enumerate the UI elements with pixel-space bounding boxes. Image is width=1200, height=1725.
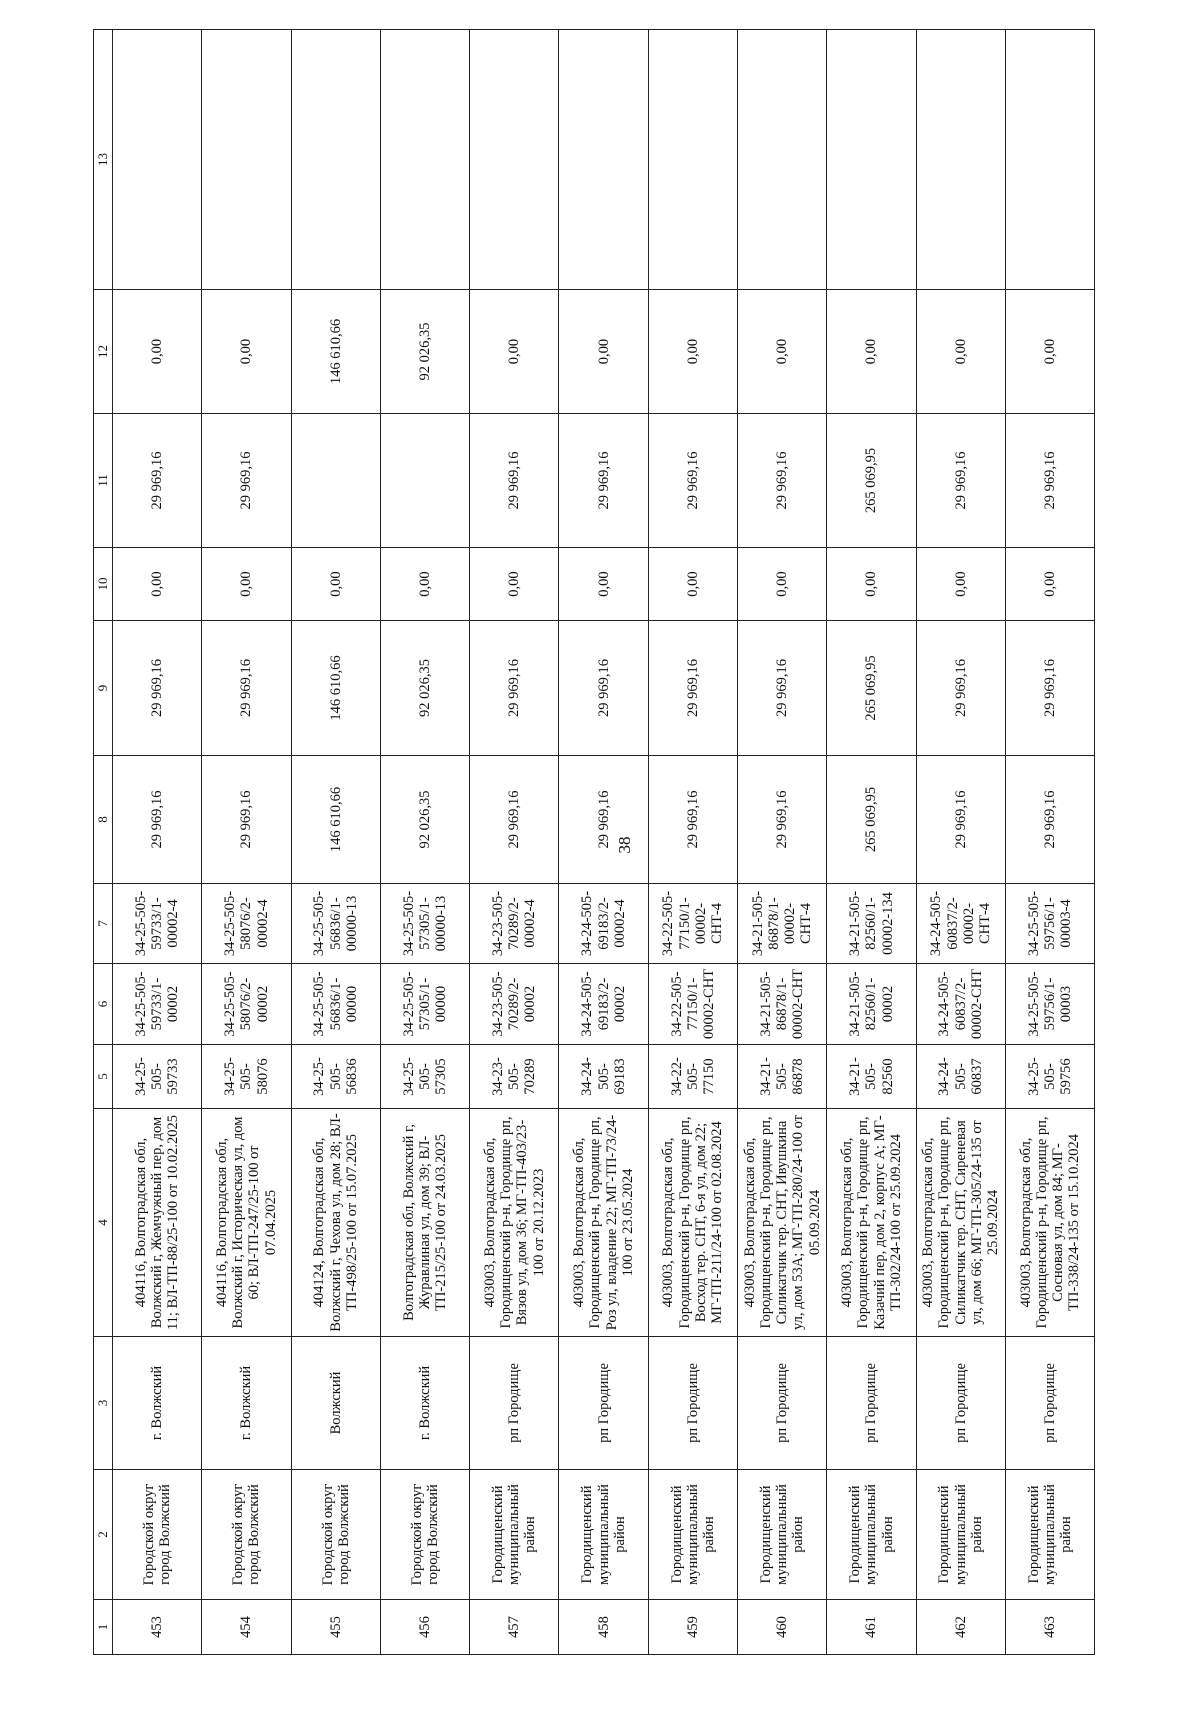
table-row [738,30,827,1655]
amount-cell: 265 069,95 [827,756,916,884]
account-cell: 34-25-505-56836/1-00000 [291,964,380,1045]
code-cell: 34-21-505-86878 [738,1045,827,1109]
note-cell [291,30,380,290]
amount-cell: 0,00 [113,548,202,621]
column-number: 8 [94,756,113,884]
address-cell: 404116, Волгоградская обл, Волжский г, Историческая ул, дом 60; ВЛ-ТП-247/25-100 от 07.04.2025 [202,1109,291,1337]
column-number: 10 [94,548,113,621]
amount-cell: 29 969,16 [1005,621,1094,756]
locality-cell: Волжский [291,1337,380,1470]
amount-cell: 29 969,16 [648,756,737,884]
note-cell [470,30,559,290]
amount-cell: 0,00 [827,290,916,414]
code-cell: 34-21-505-82560 [827,1045,916,1109]
row-number-cell: 453 [113,1600,202,1655]
subaccount-cell: 34-22-505-77150/1-00002-СНТ-4 [648,884,737,964]
amount-cell: 29 969,16 [916,414,1005,548]
amount-cell: 0,00 [202,548,291,621]
amount-cell: 0,00 [113,290,202,414]
amount-cell: 0,00 [559,548,648,621]
district-cell: Городской округ город Волжский [380,1470,469,1600]
amount-cell: 29 969,16 [113,621,202,756]
locality-cell: рп Городище [559,1337,648,1470]
amount-cell: 146 610,66 [291,756,380,884]
subaccount-cell: 34-24-505-60837/2-00002-СНТ-4 [916,884,1005,964]
locality-cell: рп Городище [738,1337,827,1470]
amount-cell: 92 026,35 [380,621,469,756]
note-cell [202,30,291,290]
address-cell: 403003, Волгоградская обл, Городищенский р-н, Городище рп, Роз ул, владение 22; МГ-ТП-73/24-100 от 23.05.2024 [559,1109,648,1337]
amount-cell: 29 969,16 [559,414,648,548]
code-cell: 34-23-505-70289 [470,1045,559,1109]
amount-cell: 29 969,16 [559,756,648,884]
column-number: 7 [94,884,113,964]
rotated-table-container [93,30,1093,1655]
table-row [648,30,737,1655]
subaccount-cell: 34-25-505-56836/1-00000-13 [291,884,380,964]
amount-cell: 29 969,16 [113,414,202,548]
subaccount-cell: 34-23-505-70289/2-00002-4 [470,884,559,964]
column-number-row [94,30,113,1655]
account-cell: 34-25-505-58076/2-00002 [202,964,291,1045]
column-number: 2 [94,1470,113,1600]
amount-cell: 265 069,95 [827,414,916,548]
column-number: 5 [94,1045,113,1109]
amount-cell: 0,00 [202,290,291,414]
district-cell: Городищенский муниципальный район [738,1470,827,1600]
amount-cell: 0,00 [648,290,737,414]
table-row [380,30,469,1655]
table-row [559,30,648,1655]
account-cell: 34-24-505-69183/2-00002 [559,964,648,1045]
amount-cell: 29 969,16 [916,756,1005,884]
subaccount-cell: 34-25-505-57305/1-00000-13 [380,884,469,964]
amount-cell: 0,00 [470,548,559,621]
subaccount-cell: 34-25-505-58076/2-00002-4 [202,884,291,964]
column-number: 11 [94,414,113,548]
column-number: 6 [94,964,113,1045]
amount-cell: 29 969,16 [1005,756,1094,884]
locality-cell: рп Городище [648,1337,737,1470]
code-cell: 34-25-505-56836 [291,1045,380,1109]
district-cell: Городищенский муниципальный район [827,1470,916,1600]
amount-cell: 0,00 [380,548,469,621]
amount-cell: 0,00 [827,548,916,621]
amount-cell: 146 610,66 [291,290,380,414]
table-row [916,30,1005,1655]
district-cell: Городской округ город Волжский [291,1470,380,1600]
district-cell: Городищенский муниципальный район [648,1470,737,1600]
subaccount-cell: 34-21-505-86878/1-00002-СНТ-4 [738,884,827,964]
code-cell: 34-25-505-58076 [202,1045,291,1109]
account-cell: 34-25-505-57305/1-00000 [380,964,469,1045]
amount-cell: 0,00 [559,290,648,414]
locality-cell: рп Городище [916,1337,1005,1470]
address-cell: 403003, Волгоградская обл, Городищенский р-н, Городище рп, Восход тер. СНТ, 6-я ул, дом 22; МГ-ТП-211/24-100 от 02.08.2024 [648,1109,737,1337]
table-row [291,30,380,1655]
code-cell: 34-25-505-59756 [1005,1045,1094,1109]
note-cell [1005,30,1094,290]
account-cell: 34-22-505-77150/1-00002-СНТ [648,964,737,1045]
column-number: 3 [94,1337,113,1470]
amount-cell: 29 969,16 [202,414,291,548]
amount-cell: 0,00 [291,548,380,621]
row-number-cell: 460 [738,1600,827,1655]
column-number: 4 [94,1109,113,1337]
amount-cell [291,414,380,548]
code-cell: 34-25-505-57305 [380,1045,469,1109]
account-cell: 34-25-505-59733/1-00002 [113,964,202,1045]
amount-cell: 29 969,16 [738,414,827,548]
code-cell: 34-24-505-69183 [559,1045,648,1109]
locality-cell: г. Волжский [380,1337,469,1470]
subaccount-cell: 34-25-505-59733/1-00002-4 [113,884,202,964]
amount-cell: 0,00 [648,548,737,621]
locality-cell: г. Волжский [113,1337,202,1470]
table-row [1005,30,1094,1655]
table-row [113,30,202,1655]
district-cell: Городищенский муниципальный район [1005,1470,1094,1600]
account-cell: 34-23-505-70289/2-00002 [470,964,559,1045]
amount-cell: 29 969,16 [113,756,202,884]
row-number-cell: 457 [470,1600,559,1655]
amount-cell: 29 969,16 [648,414,737,548]
page-number: 38 [615,836,634,854]
note-cell [380,30,469,290]
amount-cell: 0,00 [1005,548,1094,621]
column-number: 13 [94,30,113,290]
address-cell: Волгоградская обл, Волжский г, Журавлиная ул, дом 39; ВЛ-ТП-215/25-100 от 24.03.2025 [380,1109,469,1337]
column-number: 1 [94,1600,113,1655]
amount-cell: 29 969,16 [470,621,559,756]
district-cell: Городской округ город Волжский [113,1470,202,1600]
code-cell: 34-25-505-59733 [113,1045,202,1109]
amount-cell: 0,00 [738,290,827,414]
account-cell: 34-24-505-60837/2-00002-СНТ [916,964,1005,1045]
amount-cell: 29 969,16 [470,414,559,548]
subaccount-cell: 34-24-505-69183/2-00002-4 [559,884,648,964]
amount-cell: 29 969,16 [738,621,827,756]
locality-cell: рп Городище [1005,1337,1094,1470]
amount-cell [380,414,469,548]
column-number: 9 [94,621,113,756]
registry-table [93,29,1095,1655]
amount-cell: 0,00 [1005,290,1094,414]
code-cell: 34-22-505-77150 [648,1045,737,1109]
locality-cell: рп Городище [470,1337,559,1470]
address-cell: 403003, Волгоградская обл, Городищенский р-н, Городище рп, Сосновая ул, дом 84; МГ-ТП-338/24-135 от 15.10.2024 [1005,1109,1094,1337]
district-cell: Городищенский муниципальный район [470,1470,559,1600]
column-number: 12 [94,290,113,414]
table-row [827,30,916,1655]
amount-cell: 0,00 [916,290,1005,414]
amount-cell: 29 969,16 [470,756,559,884]
table-row [470,30,559,1655]
row-number-cell: 462 [916,1600,1005,1655]
note-cell [738,30,827,290]
address-cell: 403003, Волгоградская обл, Городищенский р-н, Городище рп, Силикатчик тер. СНТ, Ивушкина ул, дом 53А; МГ-ТП-280/24-100 от 05.09.2024 [738,1109,827,1337]
account-cell: 34-21-505-86878/1-00002-СНТ [738,964,827,1045]
locality-cell: рп Городище [827,1337,916,1470]
amount-cell: 29 969,16 [559,621,648,756]
amount-cell: 29 969,16 [916,621,1005,756]
amount-cell: 29 969,16 [1005,414,1094,548]
note-cell [916,30,1005,290]
row-number-cell: 459 [648,1600,737,1655]
amount-cell: 29 969,16 [738,756,827,884]
note-cell [648,30,737,290]
district-cell: Городищенский муниципальный район [559,1470,648,1600]
amount-cell: 29 969,16 [648,621,737,756]
amount-cell: 0,00 [470,290,559,414]
table-row [202,30,291,1655]
amount-cell: 0,00 [916,548,1005,621]
code-cell: 34-24-505-60837 [916,1045,1005,1109]
amount-cell: 265 069,95 [827,621,916,756]
address-cell: 403003, Волгоградская обл, Городищенский р-н, Городище рп, Вязов ул, дом 36; МГ-ТП-403/23-100 от 20.12.2023 [470,1109,559,1337]
row-number-cell: 454 [202,1600,291,1655]
amount-cell: 146 610,66 [291,621,380,756]
amount-cell: 29 969,16 [202,756,291,884]
locality-cell: г. Волжский [202,1337,291,1470]
note-cell [559,30,648,290]
address-cell: 404124, Волгоградская обл, Волжский г, Чехова ул, дом 28; ВЛ-ТП-498/25-100 от 15.07.2025 [291,1109,380,1337]
account-cell: 34-25-505-59756/1-00003 [1005,964,1094,1045]
amount-cell: 92 026,35 [380,756,469,884]
amount-cell: 0,00 [738,548,827,621]
row-number-cell: 455 [291,1600,380,1655]
account-cell: 34-21-505-82560/1-00002 [827,964,916,1045]
subaccount-cell: 34-25-505-59756/1-00003-4 [1005,884,1094,964]
row-number-cell: 461 [827,1600,916,1655]
row-number-cell: 463 [1005,1600,1094,1655]
amount-cell: 29 969,16 [202,621,291,756]
district-cell: Городищенский муниципальный район [916,1470,1005,1600]
district-cell: Городской округ город Волжский [202,1470,291,1600]
subaccount-cell: 34-21-505-82560/1-00002-134 [827,884,916,964]
amount-cell: 92 026,35 [380,290,469,414]
row-number-cell: 456 [380,1600,469,1655]
note-cell [827,30,916,290]
address-cell: 404116, Волгоградская обл, Волжский г, Жемчужный пер, дом 11; ВЛ-ТП-88/25-100 от 10.02.2025 [113,1109,202,1337]
note-cell [113,30,202,290]
address-cell: 403003, Волгоградская обл, Городищенский р-н, Городище рп, Силикатчик тер. СНТ, Сиреневая ул, дом 66; МГ-ТП-305/24-135 от 25.09.2024 [916,1109,1005,1337]
row-number-cell: 458 [559,1600,648,1655]
address-cell: 403003, Волгоградская обл, Городищенский р-н, Городище рп, Казачий пер, дом 2, корпус А; МГ-ТП-302/24-100 от 25.09.2024 [827,1109,916,1337]
